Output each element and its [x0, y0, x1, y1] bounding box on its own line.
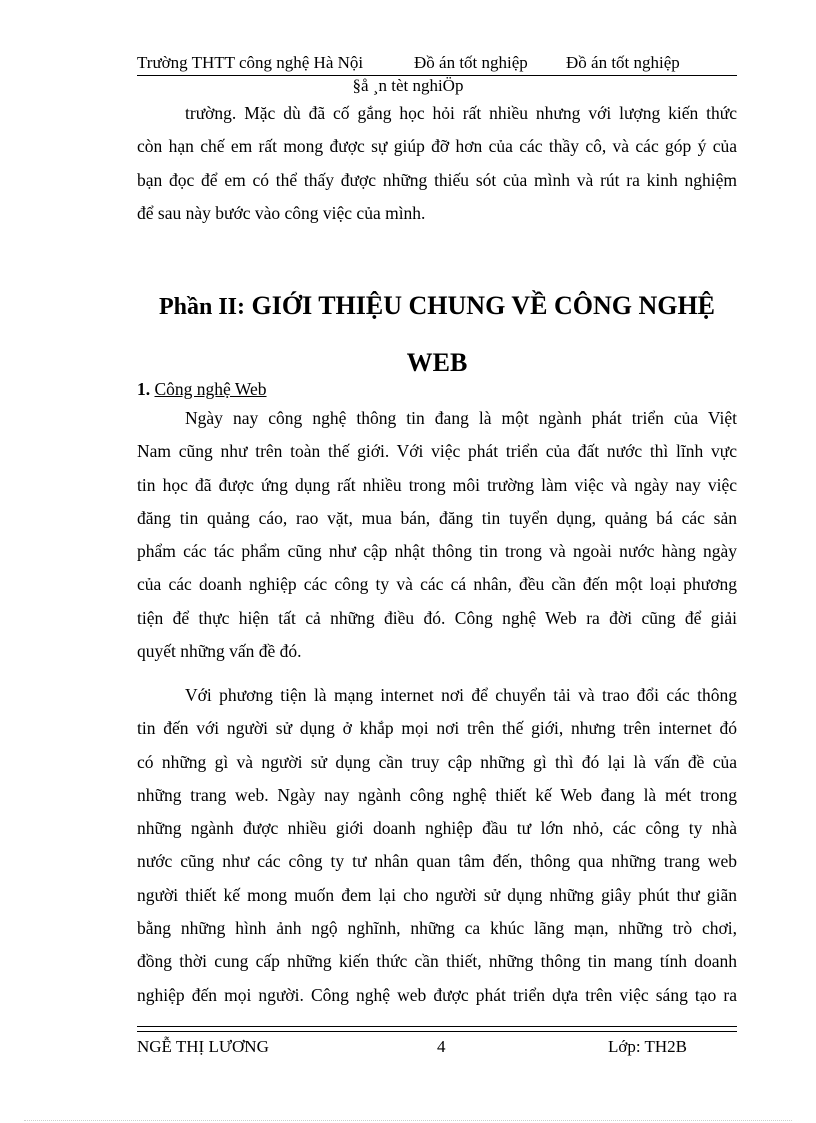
- text-line: Nam cũng như trên toàn thế giới. Với việc phát triển của đất nước thì lĩnh vực: [137, 441, 737, 462]
- text-line: còn hạn chế em rất mong được sự giúp đỡ hơn của các thầy cô, và các góp ý của: [137, 136, 737, 157]
- page-header: [137, 52, 737, 76]
- header-school: Trường THTT công nghệ Hà Nội: [137, 53, 364, 72]
- text-line: để sau này bước vào công việc của mình.: [137, 202, 426, 223]
- text-line: những ngành được nhiều giới doanh nghiệp đầu tư lớn nhỏ, các công ty nhà: [137, 818, 737, 839]
- text-line: đồng thời cung cấp những kiến thức cần thiết, những thông tin mang tính doanh: [137, 951, 737, 972]
- header-doc-type-2: Đồ án tốt nghiệp: [566, 53, 680, 72]
- text-line: đăng tin quảng cáo, rao vặt, mua bán, đăng tin tuyển dụng, quảng bá các sản: [137, 507, 737, 528]
- text-line: bằng những hình ảnh ngộ nghĩnh, những ca khúc lãng mạn, những trò chơi,: [137, 918, 737, 939]
- text-line: quyết những vấn đề đó.: [137, 641, 302, 662]
- text-line: trường. Mặc dù đã cố gắng học hỏi rất nhiều nhưng với lượng kiến thức: [185, 103, 737, 123]
- paragraph-1: [137, 402, 737, 668]
- header-doc-type-1: Đồ án tốt nghiệp: [414, 53, 528, 72]
- subsection-number: 1.: [137, 379, 151, 399]
- text-line: người thiết kế mong muốn đem lại cho người sử dụng những giây phút thư giãn: [137, 884, 737, 905]
- text-line: tin học đã được ứng dụng rất nhiều trong môi trường làm việc và ngày nay việc: [137, 474, 737, 495]
- page-edge-divider: [24, 1120, 792, 1121]
- footer-author: NGỄ THỊ LƯƠNG: [137, 1037, 269, 1056]
- text-line: có những gì và người sử dụng cần truy cập những gì thì đó lại là vấn đề của: [137, 751, 737, 772]
- section-prefix: Phần II:: [158, 294, 245, 320]
- text-line: nghiệp đến mọi người. Công nghệ web được phát triển dựa trên việc sáng tạo ra: [137, 984, 737, 1005]
- subsection-heading: [137, 376, 267, 402]
- footer-class: Lớp: TH2B: [607, 1037, 687, 1056]
- header-subtitle: §å ¸n tèt nghiÖp: [352, 76, 464, 95]
- text-line: nước cũng như các công ty tư nhân quan tâm đến, thông qua những trang web: [137, 851, 737, 872]
- footer-page-number: 4: [437, 1037, 446, 1056]
- text-line: những trang web. Ngày nay ngành công nghệ thiết kế Web đang là mét trong: [137, 784, 737, 805]
- text-line: tiện để thực hiện tất cả những điều đó. Công nghệ Web ra đời cũng để giải: [137, 607, 737, 628]
- paragraph-2: [137, 679, 737, 1012]
- text-line: phẩm các tác phẩm cũng như cập nhật thông tin trong và ngoài nước hàng ngày: [137, 541, 737, 562]
- text-line: bạn đọc để em có thể thấy được những thiếu sót của mình và rút ra kinh nghiệm: [137, 169, 737, 190]
- subsection-title: Công nghệ Web: [154, 379, 267, 399]
- section-title-line-1: GIỚI THIỆU CHUNG VỀ CÔNG NGHỆ: [251, 291, 716, 320]
- text-line: Ngày nay công nghệ thông tin đang là một ngành phát triển của Việt: [185, 408, 737, 428]
- section-title-line-2: WEB: [406, 348, 468, 377]
- footer-rule-thin: [137, 1031, 737, 1032]
- footer-rule-thick: [137, 1026, 737, 1027]
- text-line: của các doanh nghiệp các công ty và các cá nhân, đều cần đến một loại phương: [137, 574, 737, 595]
- section-heading: [137, 278, 737, 391]
- text-line: tin đến với người sử dụng ở khắp mọi nơi trên thế giới, nhưng trên internet đó: [137, 718, 737, 739]
- text-line: Với phương tiện là mạng internet nơi để chuyển tải và trao đổi các thông: [185, 685, 737, 705]
- intro-paragraph: [137, 97, 737, 230]
